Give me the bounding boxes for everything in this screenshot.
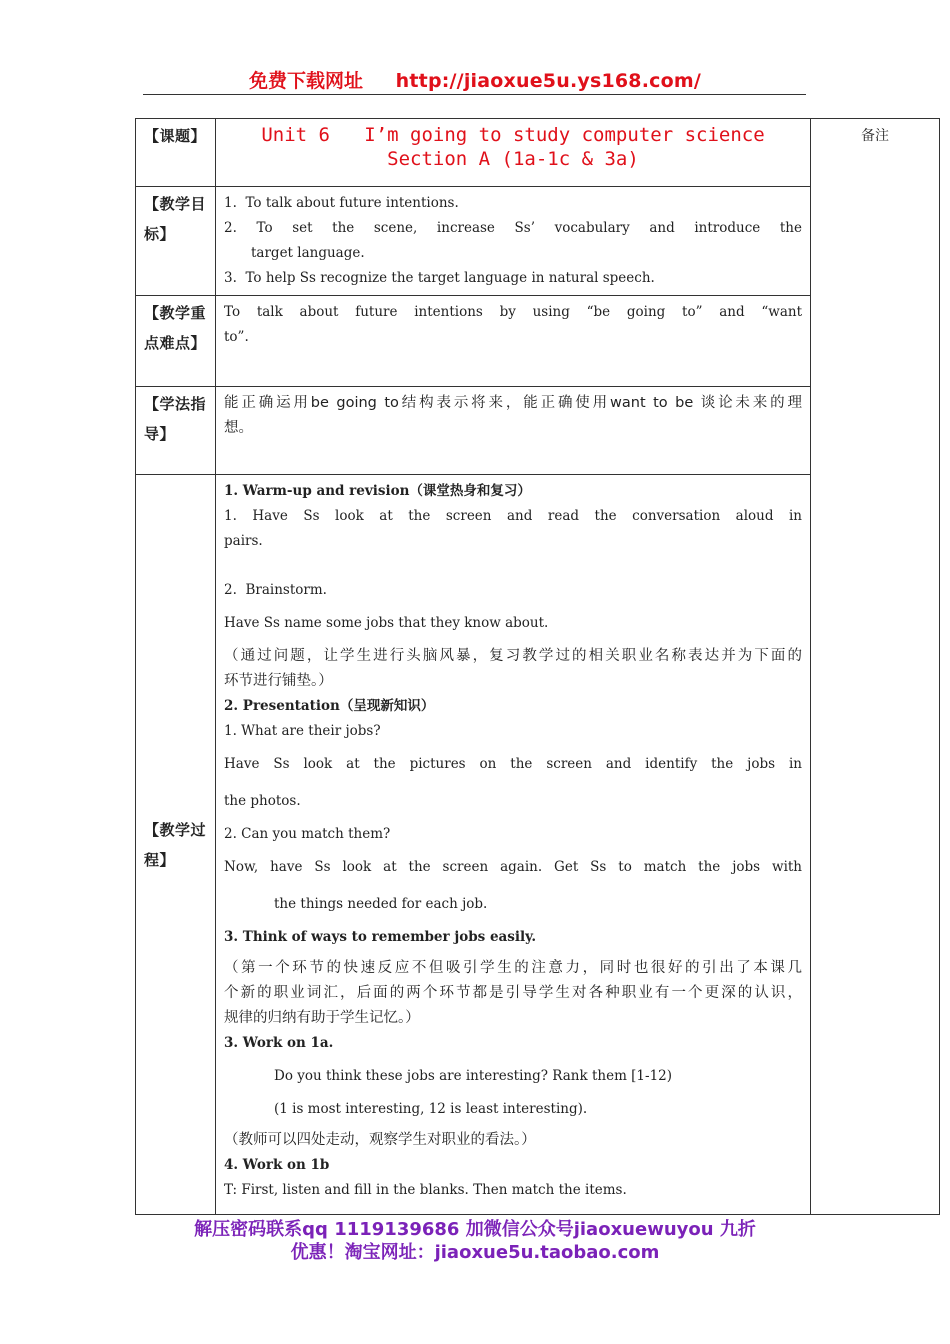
process-line: Have Ss name some jobs that they know about.	[224, 615, 549, 631]
goal-item: 3. To help Ss recognize the target language in natural speech.	[224, 270, 655, 286]
header-divider	[143, 94, 806, 95]
method-label: 【学法指导】	[136, 387, 216, 475]
method-line: 能正确运用be going to结构表示将来，能正确使用want to be 谈论未来的理	[224, 395, 802, 411]
process-note: 个新的职业词汇，后面的两个环节都是引导学生对各种职业有一个更深的认识，	[224, 985, 802, 1001]
topic-label: 【课题】	[136, 119, 216, 187]
process-heading: 4. Work on 1b	[224, 1157, 330, 1173]
process-line: (1 is most interesting, 12 is least interesting).	[274, 1101, 588, 1117]
key-points-content	[216, 296, 811, 387]
method-line: 想。	[224, 420, 253, 436]
process-line: 1. What are their jobs?	[224, 723, 381, 739]
key-points-line: To talk about future intentions by using “be going to” and “want	[224, 304, 802, 320]
footer-promo	[0, 1218, 950, 1264]
process-line: pairs.	[224, 533, 263, 549]
spacer	[224, 554, 802, 578]
goal-item: target language.	[251, 245, 365, 261]
process-line: the things needed for each job.	[274, 896, 488, 912]
method-content	[216, 387, 811, 475]
process-note: （第一个环节的快速反应不但吸引学生的注意力，同时也很好的引出了本课几	[224, 960, 802, 976]
process-label: 【教学过程】	[136, 475, 216, 1215]
header-url-link[interactable]: http://jiaoxue5u.ys168.com/	[395, 70, 701, 92]
process-line: 2. Can you match them?	[224, 826, 391, 842]
process-note: 规律的归纳有助于学生记忆。）	[224, 1010, 420, 1026]
lesson-plan-table	[135, 118, 940, 1215]
process-heading: 1. Warm-up and revision（课堂热身和复习）	[224, 483, 531, 499]
key-points-line: to”.	[224, 329, 249, 345]
process-line: the photos.	[224, 793, 301, 809]
row-topic	[136, 119, 940, 187]
lesson-title-line1: Unit 6 I’m going to study computer science	[261, 124, 765, 146]
process-line: Do you think these jobs are interesting? Rank them [1-12)	[274, 1068, 673, 1084]
process-content	[216, 475, 811, 1215]
footer-line1: 解压密码联系qq 1119139686 加微信公众号jiaoxuewuyou 九折	[194, 1219, 756, 1240]
remarks-column	[811, 119, 940, 1215]
process-note: 环节进行铺垫。）	[224, 673, 333, 689]
process-note: （通过问题，让学生进行头脑风暴，复习教学过的相关职业名称表达并为下面的	[224, 648, 802, 664]
process-heading: 3. Work on 1a.	[224, 1035, 334, 1051]
footer-line2: 优惠！淘宝网址：jiaoxue5u.taobao.com	[290, 1242, 660, 1263]
process-heading: 3. Think of ways to remember jobs easily.	[224, 929, 537, 945]
process-line: Have Ss look at the pictures on the screen and identify the jobs in	[224, 756, 802, 772]
remark-header: 备注	[861, 128, 889, 144]
process-line: 2. Brainstorm.	[224, 582, 327, 598]
process-line: 1. Have Ss look at the screen and read the conversation aloud in	[224, 508, 802, 524]
process-heading: 2. Presentation（呈现新知识）	[224, 698, 435, 714]
key-points-label: 【教学重点难点】	[136, 296, 216, 387]
process-line: T: First, listen and fill in the blanks. Then match the items.	[224, 1182, 627, 1198]
goal-item: 1. To talk about future intentions.	[224, 195, 459, 211]
process-line: Now, have Ss look at the screen again. Get Ss to match the jobs with	[224, 859, 802, 875]
lesson-title-line2: Section A (1a-1c & 3a)	[387, 148, 639, 170]
process-note: （教师可以四处走动，观察学生对职业的看法。）	[224, 1132, 536, 1148]
download-header	[0, 66, 950, 93]
lesson-title	[216, 119, 811, 187]
goals-label: 【教学目标】	[136, 187, 216, 296]
goals-content	[216, 187, 811, 296]
goal-item: 2. To set the scene, increase Ss’ vocabulary and introduce the	[224, 220, 802, 236]
header-label: 免费下载网址	[249, 70, 364, 92]
